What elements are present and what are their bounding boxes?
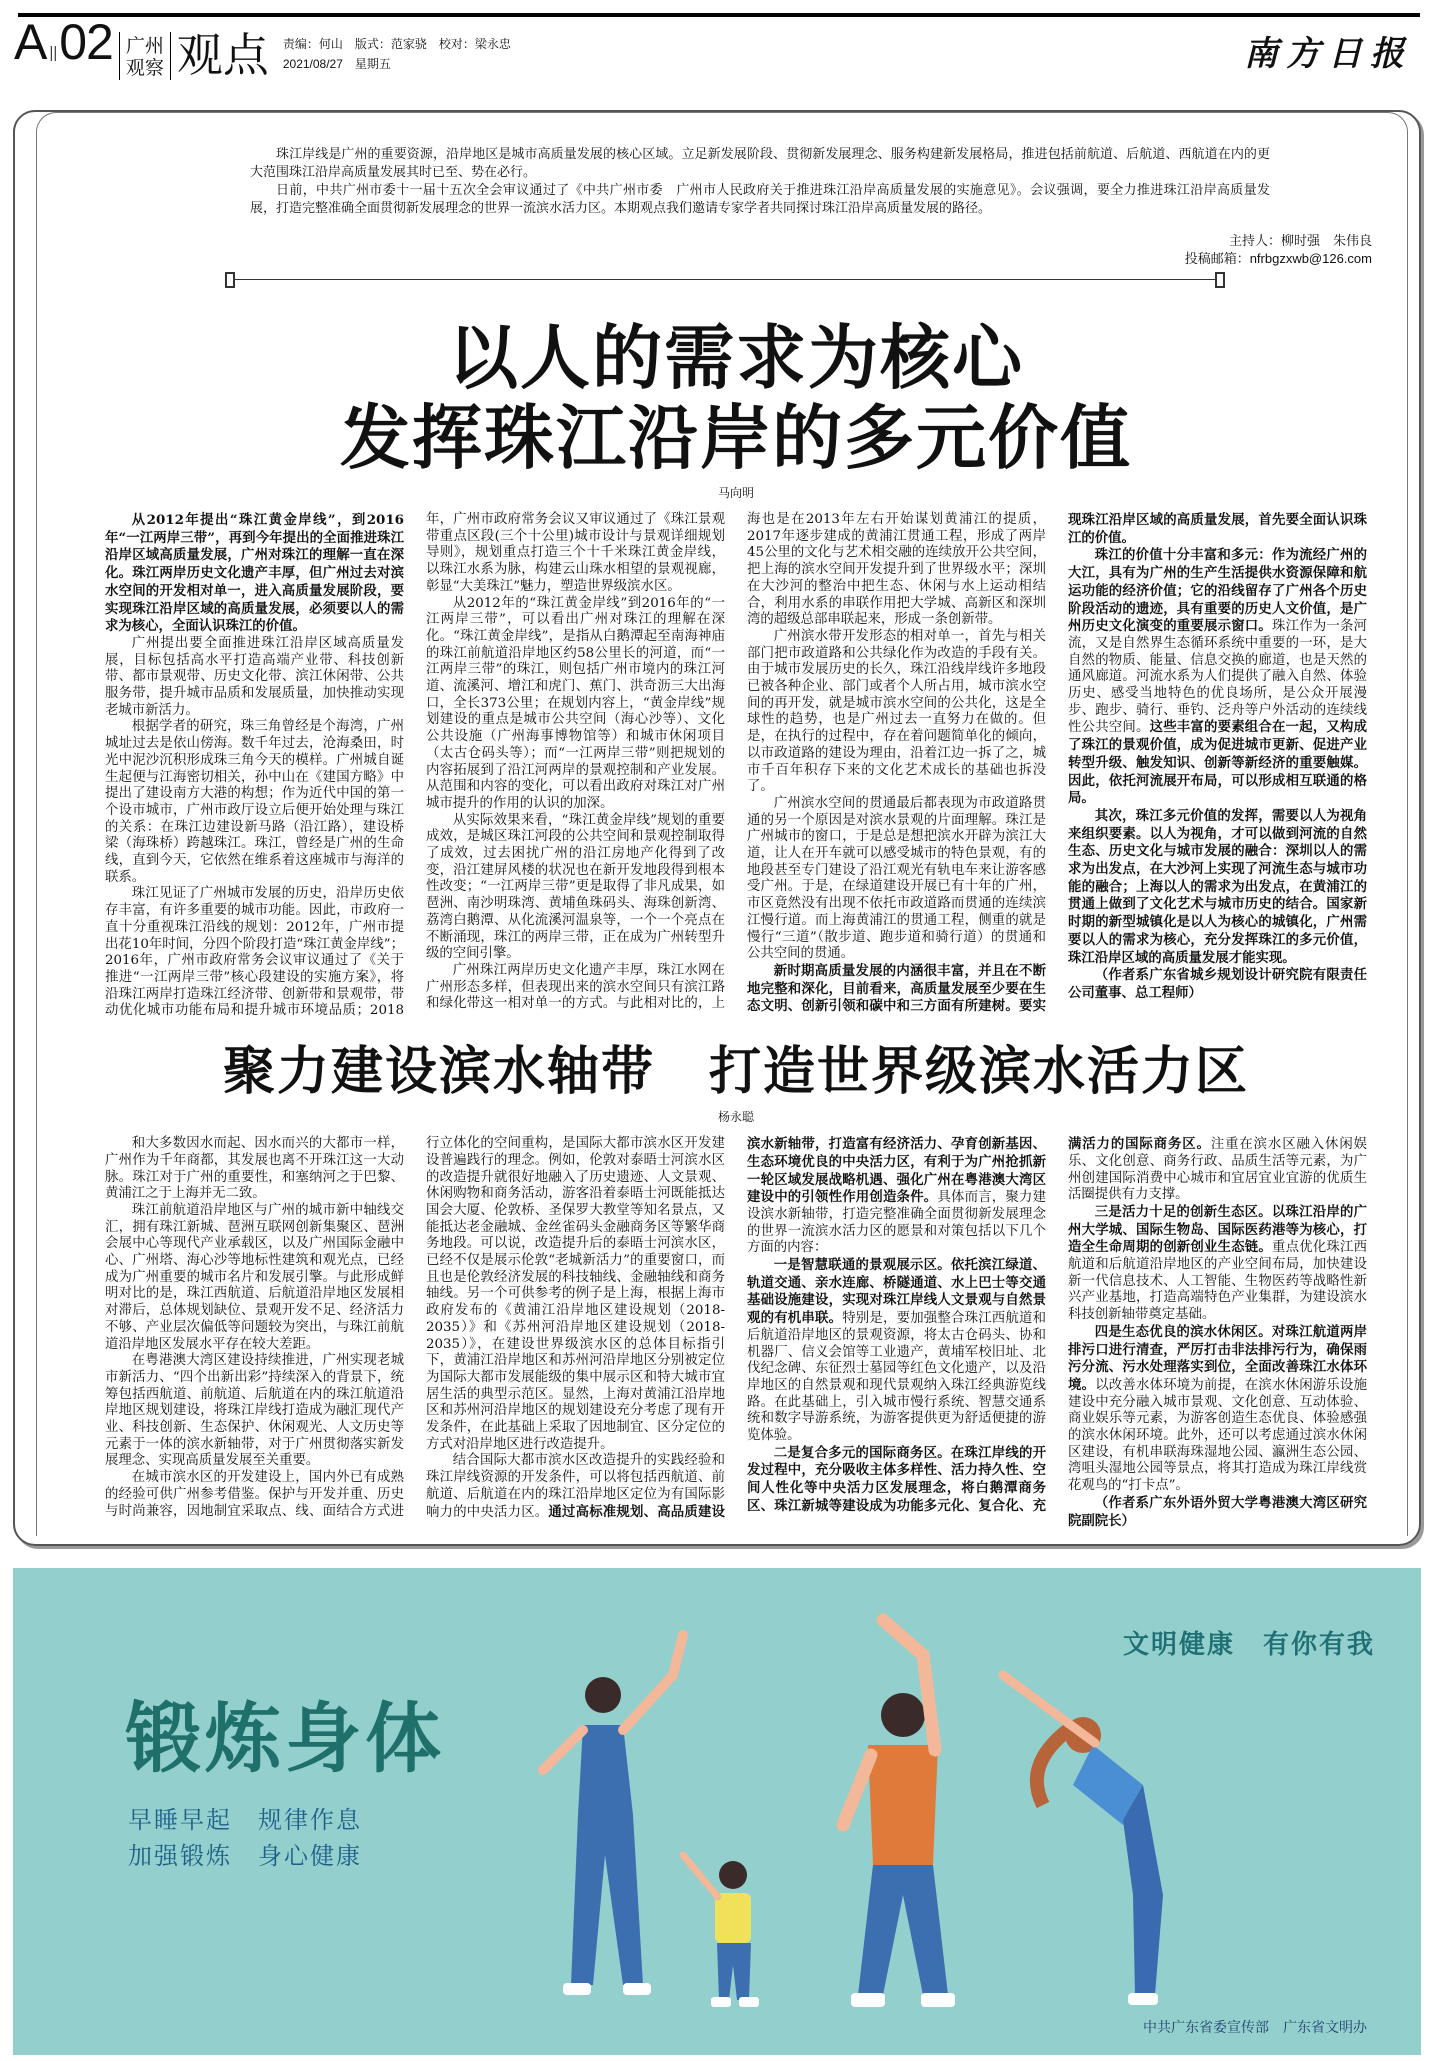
bold-text: 四是生态优良的滨水休闲区。对珠江航道两岸排污口进行清查，严厉打击非法排污行为，确保雨污分流、污水处理落实到位，全面改善珠江水体环境。 <box>1068 1323 1367 1393</box>
paragraph <box>105 1203 404 1353</box>
rule-cap <box>225 272 235 288</box>
newspaper-logo: 南方日报 <box>1244 34 1412 74</box>
article-2-body <box>105 1136 1367 1530</box>
body-text: 从实际效果来看，“珠江黄金岸线”规划的重要成效，是城区珠江河段的公共空间和景观控制取得了成效，过去困扰广州的沿江房地产化得到了改变，沿江建屏风楼的状况也在新开发地段得到根本性改变；“一江两岸三带”更是取得了非凡成果，如琶洲、南沙明珠湾、黄埔鱼珠码头、海珠创新湾、荔湾白鹅潭、从化流溪河温泉等，一个一个亮点在不断涌现，珠江的两岸三带，正在成为广州转型升级的空间引擎。 <box>426 812 725 962</box>
bold-text: 一是智慧联通的景观展示区。依托滨江绿道、轨道交通、亲水连廊、桥隧通道、水上巴士等交通基础设施建设，实现对珠江岸线人文景观与自然景观的有机串联。 <box>747 1257 1046 1327</box>
paragraph <box>426 596 725 813</box>
decorative-rule <box>225 270 1225 290</box>
bold-text: 三是活力十足的创新生态区。以珠江沿岸的广州大学城、国际生物岛、国际医药港等为核心，打造全生命周期的创新创业生态链。 <box>1068 1203 1367 1256</box>
paragraph <box>426 813 725 963</box>
paragraph <box>1068 1495 1367 1530</box>
body-text: 重点优化珠江西航道和后航道沿岸地区的产业空间布局，加快建设新一代信息技术、人工智能、生物医药等战略性新兴产业基地，打造高端特色产业集群，为建设滨水科技创新轴带奠定基础。 <box>1068 1240 1368 1323</box>
paragraph <box>1068 967 1367 1002</box>
body-text: 广州滨水空间的贯通最后都表现为市政道路贯通的另一个原因是对滨水景观的片面理解。珠江是广州城市的窗口，于是总是想把滨水开辟为滨江大道，让人在开车就可以感受城市的特色景观，有的地段甚至专门建设了沿江观光有轨电车来让游客感受广州。于是，在绿道建设开展已有十年的广州，市区竟然没有出现不依托市政道路而贯通的连续滨江慢行道。而上海黄浦江的贯通工程，侧重的就是慢行“三道”（散步道、跑步道和骑行道）的贯通和公共空间的贯通。 <box>747 795 1046 962</box>
body-text: 广州提出要全面推进珠江沿岸区域高质量发展，目标包括高水平打造高端产业带、科技创新带、都市景观带、历史文化带、滨江休闲带、公共服务带，提升城市品质和发展质量，加快推动实现老城市新活力。 <box>105 635 404 718</box>
ad-slogan: 文明健康 有你有我 <box>1123 1630 1376 1660</box>
page-num: 02 <box>59 14 113 70</box>
body-text: 在城市滨水区的开发建设上，国内外已有成熟的经验可供广州参考借鉴。保护与开发并重、历史与时尚兼容，因地制宜采取点、线、面结合方式进行立体化的空间重构，是国际大都市滨水区开发建设普遍践行的理念。例如，伦敦对泰晤士河滨水区的改造提升就很好地融入了历史遗迹、人文景观、休闲购物和商务活动，游客沿着泰晤士河既能抵达国会大厦、伦敦桥、圣保罗大教堂等知名景点，又能抵达老金融城、金丝雀码头金融商务区等繁华商务地段。可以说，改造提升后的泰晤士河滨水区，已经不仅是展示伦敦“老城新活力”的重要窗口，而且也是伦敦经济发展的科技轴线、金融轴线和商务轴线。另一个可供参考的例子是上海，根据上海市政府发布的《黄浦江沿岸地区建设规划（2018-2035）》和《苏州河沿岸地区建设规划（2018-2035）》，在建设世界级滨水区的总体目标指引下，黄浦江沿岸地区和苏州河沿岸地区分别被定位为国际大都市发展能级的集中展示区和特大城市宜居生活的典型示范区。显然，上海对黄浦江沿岸地区和苏州河沿岸地区的规划建设充分考虑了现有开发条件，在此基础上采取了因地制宜、区分定位的方式对沿岸地区进行改造提升。 <box>105 1136 725 1519</box>
paragraph <box>1068 808 1367 967</box>
body-text: 以改善水体环境为前提，在滨水休闲游乐设施建设中充分融入城市景观、文化创意、互动体验、商业娱乐等元素，为游客创造生态优良、体验感强的滨水休闲环境。此外，还可以考虑通过滨水休闲区建设，有机串联海珠湿地公园、瀛洲生态公园、湾咀头湿地公园等景点，将其打造成为珠江岸线赏花观鸟的“打卡点”。 <box>1068 1377 1368 1494</box>
body-text: 特别是，要加强整合珠江西航道和后航道沿岸地区的景观资源，将太古仓码头、协和机器厂、信义会馆等工业遗产，黄埔军校旧址、北伐纪念碑、东征烈士墓园等红色文化遗产，以及沿岸地区的自然景观和现代景观纳入珠江经典游览线路。在此基础上，引入城市慢行系统、智慧交通系统和数字导游系统，为游客提供更为舒适便捷的游览体验。 <box>747 1311 1046 1444</box>
host-names: 主持人：柳时强 朱伟良 <box>1228 233 1372 248</box>
paragraph <box>105 719 404 886</box>
host-info <box>105 232 1372 268</box>
child-figure <box>683 1855 759 2007</box>
divider <box>170 32 171 80</box>
page-section: Ⅱ <box>48 44 58 66</box>
body-text: 广州滨水带开发形态的相对单一，首先与相关部门把市政道路和公共绿化作为改造的手段有关。由于城市发展历史的长久，珠江沿线岸线许多地段已被各种企业、部门或者个人所占用，城市滨水空间的再开发，就是城市滨水空间的公共化，这是全球性的趋势，也是广州过去一直努力在做的。但是，在执行的过程中，存在着问题简单化的倾向，以市政道路的建设为理由，沿着江边一拆了之，城市千百年积存下来的文化艺术成长的基础也拆没了。 <box>747 628 1046 795</box>
top-rule <box>18 13 1420 17</box>
paragraph <box>747 796 1046 963</box>
section-name: 观点 <box>176 29 269 81</box>
body-text: 注重在滨水区融入休闲娱乐、文化创意、商务行政、品质生活等元素，为广州创建国际消费中心城市和宜居宜业宜游的优质生活圈提供有力支撑。 <box>1068 1137 1368 1203</box>
page-number <box>14 14 113 80</box>
bold-text: （作者系广东外语外贸大学粤港澳大湾区研究院副院长） <box>1068 1494 1367 1529</box>
article-1-body <box>105 512 1367 1020</box>
column-name <box>126 36 164 80</box>
bold-text: 二是复合多元的国际商务区。在珠江岸线的开发过程中，充分吸收主体多样性、活力持久性、空间人性化等中央活力区发展理念，将白鹅潭商务区、珠江新城等建设成为功能多元化、复合化、充满活力的国际商务区。 <box>747 1136 1211 1514</box>
body-text: 和大多数因水而起、因水而兴的大都市一样，广州作为千年商都，其发展也离不开珠江这一大动脉。珠江对于广州的重要性，和塞纳河之于巴黎、黄浦江之于上海并无二致。 <box>105 1136 404 1202</box>
paragraph <box>747 1257 1046 1445</box>
paragraph <box>747 629 1046 796</box>
paragraph <box>105 512 404 636</box>
rule-cap <box>1215 272 1225 288</box>
paragraph <box>105 1353 404 1470</box>
girl-figure <box>1003 1675 1163 2005</box>
bold-text: 珠江的价值十分丰富和多元：作为流经广州的大江，具有为广州的生产生活提供水资源保障和航运功能的经济价值；它的沿线留存了广州各个历史阶段活动的遗迹，具有重要的历史人文价值，是广州历史文化演变的重要展示窗口。 <box>1068 547 1367 635</box>
body-text: 具体而言，聚力建设滨水新轴带，打造完整准确全面贯彻新发展理念的世界一流滨水活力区的愿景和对策包括以下几个方面的内容： <box>747 1190 1046 1256</box>
article-1-headline <box>105 318 1367 478</box>
intro <box>250 146 1270 218</box>
body-text: 根据学者的研究，珠三角曾经是个海湾，广州城址过去是依山傍海。数千年过去，沧海桑田，时光中泥沙沉积形成珠三角今天的模样。广州城自诞生起便与江海密切相关，孙中山在《建国方略》中提出了建设南方大港的构想；作为近代中国的第一个设市城市，广州市政厅设立后便开始处理与珠江的关系：在珠江边建设新马路（沿江路），建设桥梁（海珠桥）跨越珠江。珠江，曾经是广州的生命线，直到今天，它依然在维系着这座城市与海洋的联系。 <box>105 719 404 885</box>
body-text: 珠江见证了广州城市发展的历史，沿岸历史依存丰富，有许多重要的城市功能。因此，市政府一直十分重视珠江沿线的规划：2012年，广州市提出花10年时间，分四个阶段打造“珠江黄金岸线”；2016年，广州市政府常务会议审议通过了《关于推进“一江两岸三带”核心段建设的实施方案》，将沿珠江两岸打造珠江经济带、创新带和景观带，带动优化城市功能布局和提升城市环境品质；2018年，广州市政府常务会议又审议通过了《珠江景观带重点区段(三个十公里)城市设计与景观详细规划导则》，规划重点打造三个十千米珠江黄金岸线，以珠江水系为脉，构建云山珠水相望的景观视廊，彰显“大美珠江”魅力，塑造世界级滨水区。 <box>105 512 725 1019</box>
column-bottom: 观察 <box>125 58 164 79</box>
article-2-author: 杨永聪 <box>717 1110 754 1125</box>
exercising-family-illustration <box>483 1568 1283 2055</box>
divider <box>119 32 120 80</box>
bold-text: （作者系广东省城乡规划设计研究院有限责任公司董事、总工程师） <box>1068 967 1367 1001</box>
bold-text: 其次，珠江多元价值的发挥，需要以人为视角来组织要素。以人为视角，才可以做到河流的自然生态、历史文化与城市发展的融合：深圳以人的需求为出发点，在大沙河上实现了河流生态与城市功能的融合；上海以人的需求为出发点，在黄浦江的贯通上做到了文化艺术与城市历史的结合。国家新时期的新型城镇化是以人为核心的城镇化，广州需要以人的需求为核心，充分发挥珠江的多元价值，珠江沿岸区域的高质量发展才能实现。 <box>1068 807 1367 966</box>
paragraph <box>1068 547 1367 808</box>
intro-paragraph: 日前，中共广州市委十一届十五次全会审议通过了《中共广州市委 广州市人民政府关于推进珠江沿岸高质量发展的实施意见》。会议强调，要全力推进珠江沿岸高质量发展，打造完整准确全面贯彻新发展理念的世界一流滨水活力区。本期观点我们邀请专家学者共同探讨珠江沿岸高质量发展的路径。 <box>250 183 1270 216</box>
page-letter: A <box>14 14 47 70</box>
paragraph <box>105 636 404 720</box>
body-text: 珠江作为一条河流，又是自然界生态循环系统中重要的一环，是大自然的物质、能量、信息交换的廊道，也是天然的通风廊道。河流水系为人们提供了融入自然、体验历史、感受当地特色的优良场所，是公众开展漫步、跑步、骑行、垂钓、泛舟等户外活动的连续线性公共空间。 <box>1068 619 1368 736</box>
column-top: 广州 <box>125 36 164 57</box>
bold-text: 这些丰富的要素组合在一起，又构成了珠江的景观价值，成为促进城市更新、促进产业转型升级、触发知识、创新等新经济的重要触媒。因此，依托河流展开布局，可以形成相互联通的格局。 <box>1068 719 1368 807</box>
bold-text: 新时期高质量发展的内涵很丰富，并且在不断地完整和深化，目前看来，高质量发展至少要在生态文明、创新引领和碳中和三方面有所建树。要实现珠江沿岸区域的高质量发展，首先要全面认识珠江的价值。 <box>747 512 1367 1015</box>
headline-line: 聚力建设滨水轴带 打造世界级滨水活力区 <box>222 1042 1249 1103</box>
bold-text: 从2012年提出“珠江黄金岸线”，到2016年“一江两岸三带”，再到今年提出的全面推进珠江沿岸区域高质量发展，广州对珠江的理解一直在深化。珠江两岸历史文化遗产丰厚，但广州过去对滨水空间的开发相对单一，进入高质量发展阶段，要实现珠江沿岸区域的高质量发展，必须要以人的需求为核心，全面认识珠江的价值。 <box>105 512 404 635</box>
man-figure <box>843 1620 955 2007</box>
rule-line <box>233 279 1217 280</box>
headline-line: 以人的需求为核心 <box>448 317 1024 399</box>
headline-line: 发挥珠江沿岸的多元价值 <box>340 397 1132 479</box>
main-content <box>105 146 1372 1530</box>
bold-text: 通过高标准规划、高品质建设滨水新轴带，打造富有经济活力、孕育创新基因、生态环境优良的中央活力区，有利于为广州抢抓新一轮区域发展战略机遇、强化广州在粤港澳大湾区建设中的引领性作用创造条件。 <box>548 1136 1046 1520</box>
paragraph <box>105 1136 404 1203</box>
body-text: 在粤港澳大湾区建设持续推进，广州实现老城市新活力、“四个出新出彩”持续深入的背景下，统筹包括西航道、前航道、后航道在内的珠江航道沿岸地区规划建设，将珠江岸线打造成为融汇现代产业、科技创新、生态保护、休闲观光、人文历史等元素于一体的滨水新轴带，对于广州贯彻落实新发展理念、实现高质量发展至关重要。 <box>105 1353 404 1469</box>
issue-date: 2021/08/27 星期五 <box>282 57 391 71</box>
body-text: 广州珠江两岸历史文化遗产丰厚，珠江水网在广州形态多样，但表现出来的滨水空间只有滨江路和绿化带这一相对单一的方式。与此相对比的，上海也是在2013年左右开始谋划黄浦江的提质，2017年逐步建成的黄浦江贯通工程，形成了两岸45公里的文化与艺术相交融的连续放开公共空间，把上海的滨水空间开发提升到了世界级水平；深圳在大沙河的整治中把生态、休闲与水上运动相结合，利用水系的串联作用把大学城、高新区和深圳湾的超级总部串联起来，形成一条创新带。 <box>426 512 1046 1012</box>
ad-title: 锻炼身体 <box>125 1694 445 1783</box>
editors: 责编：何山 版式：范家骁 校对：梁永忠 <box>282 37 511 51</box>
page-header <box>14 14 511 81</box>
article-1-author: 马向明 <box>717 486 754 500</box>
submission-email: 投稿邮箱：nfrbgzxwb@126.com <box>1184 251 1372 266</box>
paragraph <box>1068 1204 1367 1324</box>
ad-subtitle: 加强锻炼 身心健康 <box>128 1842 362 1870</box>
public-service-ad <box>13 1568 1421 2055</box>
page-meta <box>283 34 511 74</box>
ad-sponsors: 中共广东省委宣传部 广东省文明办 <box>1143 2020 1367 2036</box>
ad-subtitle: 早睡早起 规律作息 <box>128 1806 362 1834</box>
woman-figure <box>543 1635 683 1995</box>
body-text: 珠江前航道沿岸地区与广州的城市新中轴线交汇，拥有珠江新城、琶洲互联网创新集聚区、琶洲会展中心等现代产业承载区，以及广州国际金融中心、广州塔、海心沙等地标性建筑和观光点，已经成为广州重要的城市名片和发展引擎。与此形成鲜明对比的是，珠江西航道、后航道沿岸地区发展相对滞后，总体规划缺位、景观开发不足、经济活力不够、产业层次偏低等问题较为突出，与珠江前航道沿岸地区发展水平存在较大差距。 <box>105 1202 404 1352</box>
article-2-headline <box>105 1042 1367 1102</box>
body-text: 结合国际大都市滨水区改造提升的实践经验和珠江岸线资源的开发条件，可以将包括西航道、前航道、后航道在内的珠江沿岸地区定位为有国际影响力的中央活力区。 <box>426 1453 725 1520</box>
paragraph <box>1068 1324 1367 1495</box>
body-text: 从2012年的“珠江黄金岸线”到2016年的“一江两岸三带”，可以看出广州对珠江的理解在深化。“珠江黄金岸线”，是指从白鹅潭起至南海神庙的珠江前航道沿岸地区约58公里长的河道，而“一江两岸三带”的珠江，则包括广州市境内的珠江河道、流溪河、增江和虎门、蕉门、洪奇沥三大出海口，全长373公里；在规划内容上，“黄金岸线”规划建设的重点是城市公共空间（海心沙等）、文化公共设施（广州海事博物馆等）和城市休闲项目（太古仓码头等）；而“一江两岸三带”则把规划的内容拓展到了沿江河两岸的景观控制和产业发展。从范围和内容的变化，可以看出政府对珠江对广州城市提升的作用的认识的加深。 <box>426 595 725 811</box>
intro-paragraph: 珠江岸线是广州的重要资源，沿岸地区是城市高质量发展的核心区域。立足新发展阶段、贯彻新发展理念、服务构建新发展格局，推进包括前航道、后航道、西航道在内的更大范围珠江沿岸高质量发展其时已至、势在必行。 <box>250 147 1270 180</box>
